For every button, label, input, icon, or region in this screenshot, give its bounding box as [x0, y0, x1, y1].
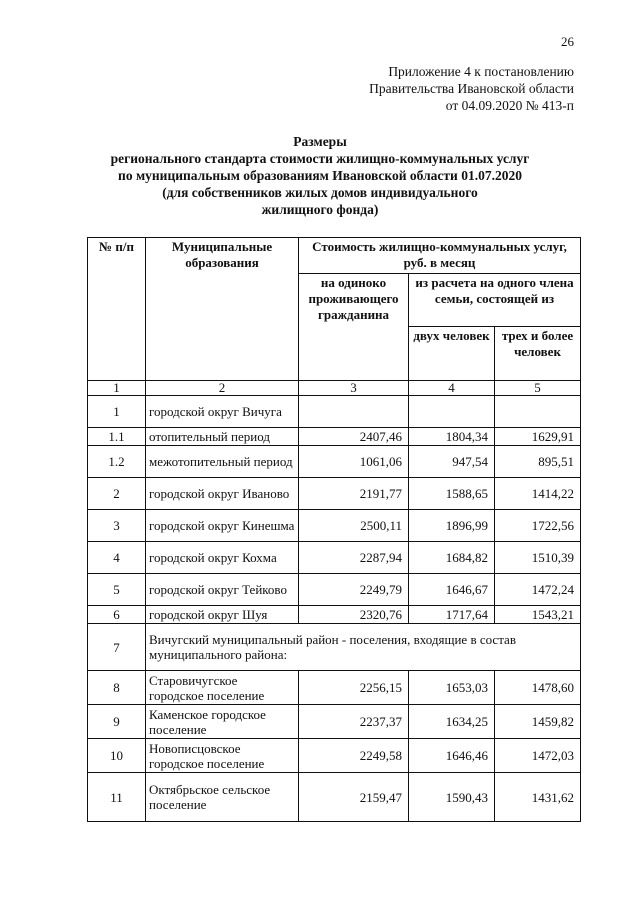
- municipality-name: Каменское городское поселение: [146, 705, 299, 739]
- title-line: жилищного фонда): [261, 202, 379, 217]
- cost-single: 2500,11: [299, 510, 409, 542]
- header-three: трех и более человек: [495, 327, 581, 381]
- cost-three: 1472,03: [495, 739, 581, 773]
- cost-single: 2287,94: [299, 542, 409, 574]
- table-row: [88, 510, 581, 542]
- table-row: [88, 671, 581, 705]
- cost-single: 2256,15: [299, 671, 409, 705]
- header-row: [88, 238, 581, 274]
- column-number: 4: [409, 381, 495, 396]
- page-number: 26: [561, 34, 574, 49]
- district-row: [88, 624, 581, 671]
- cost-three: 1510,39: [495, 542, 581, 574]
- table-row: [88, 574, 581, 606]
- column-number: 2: [146, 381, 299, 396]
- title-line: регионального стандарта стоимости жилищно-коммунальных услуг: [110, 151, 530, 166]
- header-num: № п/п: [88, 238, 146, 381]
- cost-three: 1459,82: [495, 705, 581, 739]
- table-row: [88, 773, 581, 822]
- appendix-line: от 04.09.2020 № 413-п: [445, 98, 574, 113]
- cost-three: 1543,21: [495, 606, 581, 624]
- cost-three: 1478,60: [495, 671, 581, 705]
- cost-single: 2249,58: [299, 739, 409, 773]
- document-title: [70, 133, 570, 218]
- table-row: [88, 606, 581, 624]
- municipality-name: Старовичугское городское поселение: [146, 671, 299, 705]
- cost-two: 1717,64: [409, 606, 495, 624]
- title-line: (для собственников жилых домов индивидуального: [162, 185, 478, 200]
- cost-two: [409, 396, 495, 428]
- municipality-name: отопительный период: [146, 428, 299, 446]
- row-number: 10: [88, 739, 146, 773]
- cost-single: 2159,47: [299, 773, 409, 822]
- header-municipality: Муниципальные образования: [146, 238, 299, 381]
- row-number: 8: [88, 671, 146, 705]
- municipality-name: Октябрьское сельское поселение: [146, 773, 299, 822]
- cost-single: [299, 396, 409, 428]
- header-cost: Стоимость жилищно-коммунальных услуг, руб. в месяц: [299, 238, 581, 274]
- row-number: 1.2: [88, 446, 146, 478]
- row-number: 6: [88, 606, 146, 624]
- cost-three: 1472,24: [495, 574, 581, 606]
- cost-two: 1646,46: [409, 739, 495, 773]
- cost-three: 1414,22: [495, 478, 581, 510]
- cost-single: 2407,46: [299, 428, 409, 446]
- cost-two: 1590,43: [409, 773, 495, 822]
- cost-two: 1646,67: [409, 574, 495, 606]
- table-row: [88, 478, 581, 510]
- column-numbers-row: [88, 381, 581, 396]
- title-line: Размеры: [293, 134, 347, 149]
- cost-two: 1634,25: [409, 705, 495, 739]
- cost-single: 2237,37: [299, 705, 409, 739]
- table-row: [88, 705, 581, 739]
- cost-two: 1653,03: [409, 671, 495, 705]
- row-number: 1: [88, 396, 146, 428]
- cost-two: 947,54: [409, 446, 495, 478]
- row-number: 2: [88, 478, 146, 510]
- cost-table: [87, 237, 581, 822]
- district-title: Вичугский муниципальный район - поселения, входящие в состав муниципального района:: [146, 624, 581, 671]
- row-number: 7: [88, 624, 146, 671]
- cost-three: 1431,62: [495, 773, 581, 822]
- municipality-name: городской округ Кохма: [146, 542, 299, 574]
- table-row: [88, 428, 581, 446]
- cost-single: 1061,06: [299, 446, 409, 478]
- header-single: на одиноко проживающего гражданина: [299, 274, 409, 381]
- column-number: 1: [88, 381, 146, 396]
- municipality-name: городской округ Иваново: [146, 478, 299, 510]
- cost-two: 1896,99: [409, 510, 495, 542]
- municipality-name: городской округ Вичуга: [146, 396, 299, 428]
- row-number: 11: [88, 773, 146, 822]
- cost-single: 2320,76: [299, 606, 409, 624]
- appendix-line: Приложение 4 к постановлению: [388, 64, 574, 79]
- cost-three: 1629,91: [495, 428, 581, 446]
- row-number: 5: [88, 574, 146, 606]
- cost-three: 1722,56: [495, 510, 581, 542]
- municipality-name: Новописцовское городское поселение: [146, 739, 299, 773]
- row-number: 4: [88, 542, 146, 574]
- header-two: двух человек: [409, 327, 495, 381]
- table-row: [88, 446, 581, 478]
- appendix-header: [369, 63, 574, 114]
- cost-two: 1684,82: [409, 542, 495, 574]
- cost-three: [495, 396, 581, 428]
- column-number: 5: [495, 381, 581, 396]
- municipality-name: межотопительный период: [146, 446, 299, 478]
- table-row: [88, 739, 581, 773]
- table-row: [88, 396, 581, 428]
- column-number: 3: [299, 381, 409, 396]
- row-number: 1.1: [88, 428, 146, 446]
- cost-single: 2249,79: [299, 574, 409, 606]
- appendix-line: Правительства Ивановской области: [369, 81, 574, 96]
- cost-three: 895,51: [495, 446, 581, 478]
- table-row: [88, 542, 581, 574]
- header-family: из расчета на одного члена семьи, состоящей из: [409, 274, 581, 327]
- municipality-name: городской округ Тейково: [146, 574, 299, 606]
- cost-two: 1804,34: [409, 428, 495, 446]
- row-number: 9: [88, 705, 146, 739]
- municipality-name: городской округ Шуя: [146, 606, 299, 624]
- title-line: по муниципальным образованиям Ивановской области 01.07.2020: [118, 168, 522, 183]
- municipality-name: городской округ Кинешма: [146, 510, 299, 542]
- cost-two: 1588,65: [409, 478, 495, 510]
- cost-single: 2191,77: [299, 478, 409, 510]
- row-number: 3: [88, 510, 146, 542]
